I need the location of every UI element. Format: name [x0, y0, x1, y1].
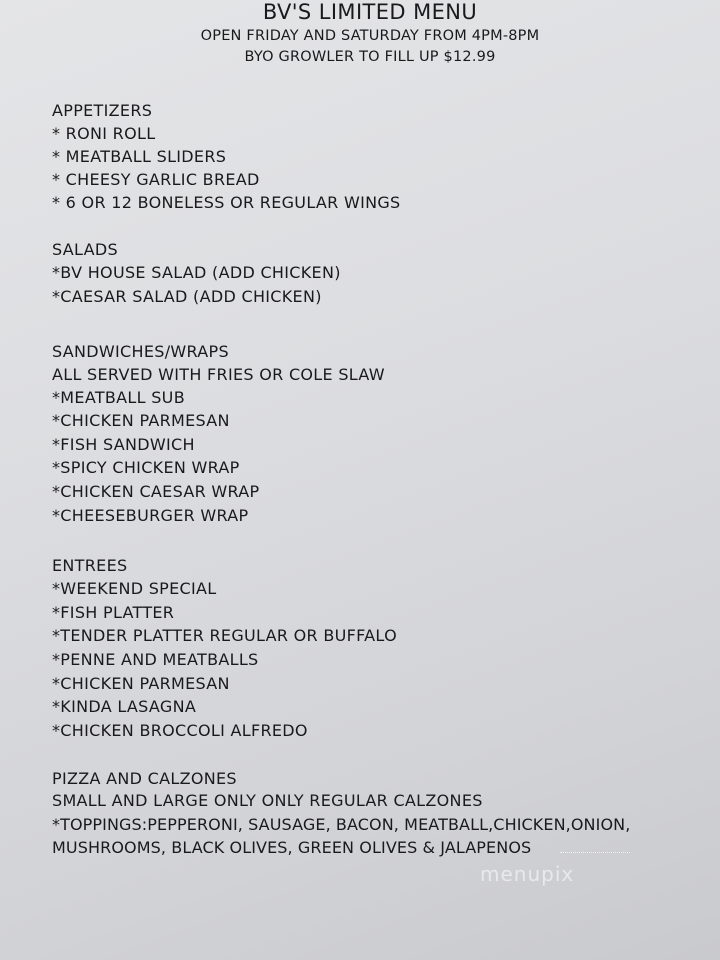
pizza-line: *TOPPINGS:PEPPERONI, SAUSAGE, BACON, MEATBALL,CHICKEN,ONION, — [52, 815, 631, 834]
entree-item: *WEEKEND SPECIAL — [52, 579, 217, 598]
pizza-line: SMALL AND LARGE ONLY ONLY REGULAR CALZONES — [52, 791, 483, 810]
appetizer-item: * CHEESY GARLIC BREAD — [52, 170, 260, 189]
entree-item: *KINDA LASAGNA — [52, 697, 197, 716]
watermark: menupix — [480, 862, 575, 886]
entree-item: *FISH PLATTER — [52, 603, 175, 622]
appetizers-heading: APPETIZERS — [52, 101, 153, 120]
sandwiches-note: ALL SERVED WITH FRIES OR COLE SLAW — [52, 365, 385, 384]
entree-item: *TENDER PLATTER REGULAR OR BUFFALO — [52, 626, 397, 645]
entree-item: *CHICKEN BROCCOLI ALFREDO — [52, 721, 308, 740]
sandwich-item: *MEATBALL SUB — [52, 388, 185, 407]
pizza-heading: PIZZA AND CALZONES — [52, 769, 237, 788]
sandwich-item: *FISH SANDWICH — [52, 435, 195, 454]
watermark-divider — [560, 852, 630, 853]
appetizer-item: * MEATBALL SLIDERS — [52, 147, 227, 166]
salad-item: *CAESAR SALAD (ADD CHICKEN) — [52, 287, 322, 306]
menu-title: BV'S LIMITED MENU — [262, 0, 478, 24]
salad-item: *BV HOUSE SALAD (ADD CHICKEN) — [52, 263, 341, 282]
sandwich-item: *SPICY CHICKEN WRAP — [52, 458, 240, 477]
growler-line: BYO GROWLER TO FILL UP $12.99 — [244, 49, 496, 65]
appetizer-item: * RONI ROLL — [52, 124, 156, 143]
pizza-line: MUSHROOMS, BLACK OLIVES, GREEN OLIVES & JALAPENOS — [52, 838, 532, 857]
sandwiches-heading: SANDWICHES/WRAPS — [52, 342, 229, 361]
entree-item: *PENNE AND MEATBALLS — [52, 650, 259, 669]
entree-item: *CHICKEN PARMESAN — [52, 674, 230, 693]
hours-line: OPEN FRIDAY AND SATURDAY FROM 4PM-8PM — [200, 28, 540, 44]
salads-heading: SALADS — [52, 240, 118, 259]
sandwich-item: *CHICKEN PARMESAN — [52, 411, 230, 430]
sandwich-item: *CHICKEN CAESAR WRAP — [52, 482, 260, 501]
sandwich-item: *CHEESEBURGER WRAP — [52, 506, 249, 525]
entrees-heading: ENTREES — [52, 556, 128, 575]
appetizer-item: * 6 OR 12 BONELESS OR REGULAR WINGS — [52, 193, 401, 212]
